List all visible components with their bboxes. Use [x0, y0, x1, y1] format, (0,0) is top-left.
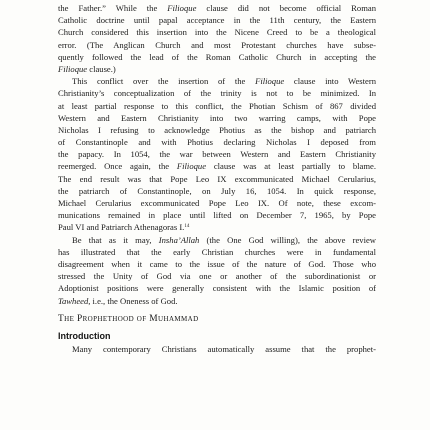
text-line: Western and Eastern Christianity into two warring camps, with Pope — [58, 112, 376, 123]
text-line: Michael Cerularius excommunicated Pope Leo IX. Of note, these excom- — [58, 198, 376, 208]
text-line: Be that as it may, Insha’Allah (the One God willing), the above review — [72, 234, 376, 245]
text-line: the Father.” While the Filioque clause did not become official Roman — [58, 3, 376, 13]
text-line: Tawheed, i.e., the Oneness of God. — [58, 295, 178, 306]
section-heading: The Prophethood of Muhammad — [58, 313, 199, 324]
text-line: reemerged. Once again, the Filioque clause was at least partially to blame. — [58, 161, 376, 172]
subheading: Introduction — [58, 330, 111, 341]
footnote-marker: 14 — [184, 224, 190, 230]
text-line: Church considered this insertion into the Nicene Creed to be a theological — [58, 27, 376, 38]
text-line: Many contemporary Christians automatically assume that the prophet- — [72, 343, 376, 354]
text-line: munications remained in place until lifted on December 7, 1965, by Pope — [58, 210, 376, 221]
text-line: Catholic doctrine until papal acceptance in the 11th century, the Eastern — [58, 15, 376, 26]
text-line: The end result was that Pope Leo IX excommunicated Michael Cerularius, — [58, 173, 376, 184]
text-line: at least partial response to this conflict, the Photian Schism of 867 divided — [58, 100, 376, 111]
text-line: This conflict over the insertion of the Filioque clause into Western — [72, 76, 376, 87]
paragraph-4 — [58, 343, 376, 355]
paragraph-3 — [58, 234, 376, 307]
text-line: Adoptionist positions were generally consistent with the Islamic position of — [58, 283, 376, 294]
text-line: Nicholas I refusing to acknowledge Photius as the bishop and patriarch — [58, 124, 376, 135]
text-line: the patriarch of Constantinople, on July 16, 1054. In quick response, — [58, 185, 376, 196]
body-text — [58, 2, 376, 355]
text-line: disagreement when it came to the issue of the nature of God. Those who — [58, 258, 376, 269]
text-line: has illustrated that the early Christian churches were in fundamental — [58, 246, 376, 257]
paragraph-1 — [58, 2, 376, 75]
paragraph-2 — [58, 75, 376, 233]
text-line: stressed the Unity of God via one or another of the subordinationist or — [58, 271, 376, 282]
text-line: of Constantinople and with Photius declaring Nicholas I deposed from — [58, 137, 376, 148]
text-line: Filioque clause.) — [58, 63, 116, 74]
text-line: the papacy. In 1054, the war between Western and Eastern Christianity — [58, 149, 376, 160]
text-line: Paul VI and Patriarch Athenagoras I.$^{14}$ — [58, 222, 190, 233]
text-line: Christianity’s conceptualization of the trinity is not to be minimized. In — [58, 88, 376, 99]
text-line: quently followed the lead of the Roman Catholic Church in accepting the — [58, 51, 376, 62]
text-line: error. (The Anglican Church and most Protestant churches have subse- — [58, 39, 376, 50]
